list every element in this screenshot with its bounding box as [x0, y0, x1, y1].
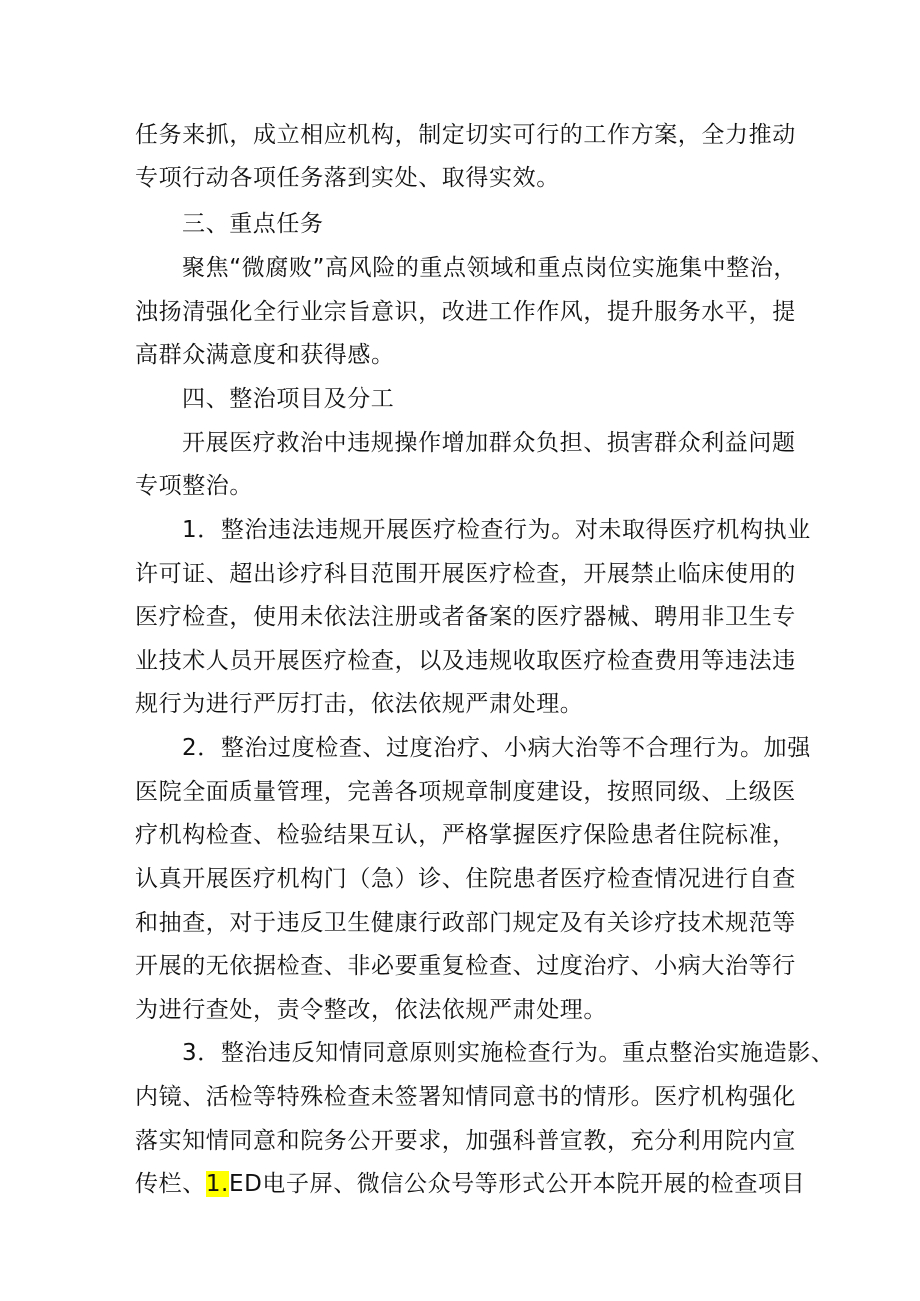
text-line-25 — [135, 1169, 805, 1199]
text-line-23: 内镜、活检等特殊检查未签署知情同意书的情形。医疗机构强化 — [135, 1084, 796, 1110]
text-line-21: 为进行查处，责令整改，依法依规严肃处理。 — [135, 997, 607, 1023]
text-line-4: 聚焦“微腐败”高风险的重点领域和重点岗位实施集中整治， — [182, 255, 798, 281]
text-segment-after: ED电子屏、微信公众号等形式公开本院开展的检查项目 — [228, 1171, 806, 1197]
text-line-24: 落实知情同意和院务公开要求，加强科普宣教，充分利用院内宣 — [135, 1128, 796, 1154]
section-heading-4: 四、整治项目及分工 — [182, 386, 395, 412]
text-line-1: 任务来抓，成立相应机构，制定切实可行的工作方案，全力推动 — [135, 122, 796, 148]
text-line-14: 规行为进行严厉打击，依法依规严肃处理。 — [135, 691, 584, 717]
text-segment-before: 传栏、 — [135, 1171, 206, 1197]
text-line-20: 开展的无依据检查、非必要重复检查、过度治疗、小病大治等行 — [135, 953, 796, 979]
text-line-12: 医疗检查，使用未依法注册或者备案的医疗器械、聘用非卫生专 — [135, 604, 796, 630]
text-line-5: 浊扬清强化全行业宗旨意识，改进工作作风，提升服务水平，提 — [135, 299, 796, 325]
text-line-8: 开展医疗救治中违规操作增加群众负担、损害群众利益问题 — [182, 430, 796, 456]
text-line-2: 专项行动各项任务落到实处、取得实效。 — [135, 165, 560, 191]
text-line-9: 专项整治。 — [135, 473, 253, 499]
text-line-6: 高群众满意度和获得感。 — [135, 342, 395, 368]
text-line-16: 医院全面质量管理，完善各项规章制度建设，按照同级、上级医 — [135, 779, 796, 805]
text-line-17: 疗机构检查、检验结果互认，严格掌握医疗保险患者住院标准， — [135, 822, 796, 848]
text-line-22: 3．整治违反知情同意原则实施检查行为。重点整治实施造影、 — [182, 1040, 835, 1066]
text-line-11: 许可证、超出诊疗科目范围开展医疗检查，开展禁止临床使用的 — [135, 561, 796, 587]
section-heading-3: 三、重点任务 — [182, 211, 324, 237]
text-line-10: 1．整治违法违规开展医疗检查行为。对未取得医疗机构执业 — [182, 517, 811, 543]
text-line-15: 2．整治过度检查、过度治疗、小病大治等不合理行为。加强 — [182, 735, 811, 761]
text-line-19: 和抽查，对于违反卫生健康行政部门规定及有关诊疗技术规范等 — [135, 910, 796, 936]
text-line-13: 业技术人员开展医疗检查，以及违规收取医疗检查费用等违法违 — [135, 648, 796, 674]
text-line-18: 认真开展医疗机构门（急）诊、住院患者医疗检查情况进行自查 — [135, 866, 796, 892]
highlighted-text: 1. — [205, 1171, 229, 1197]
